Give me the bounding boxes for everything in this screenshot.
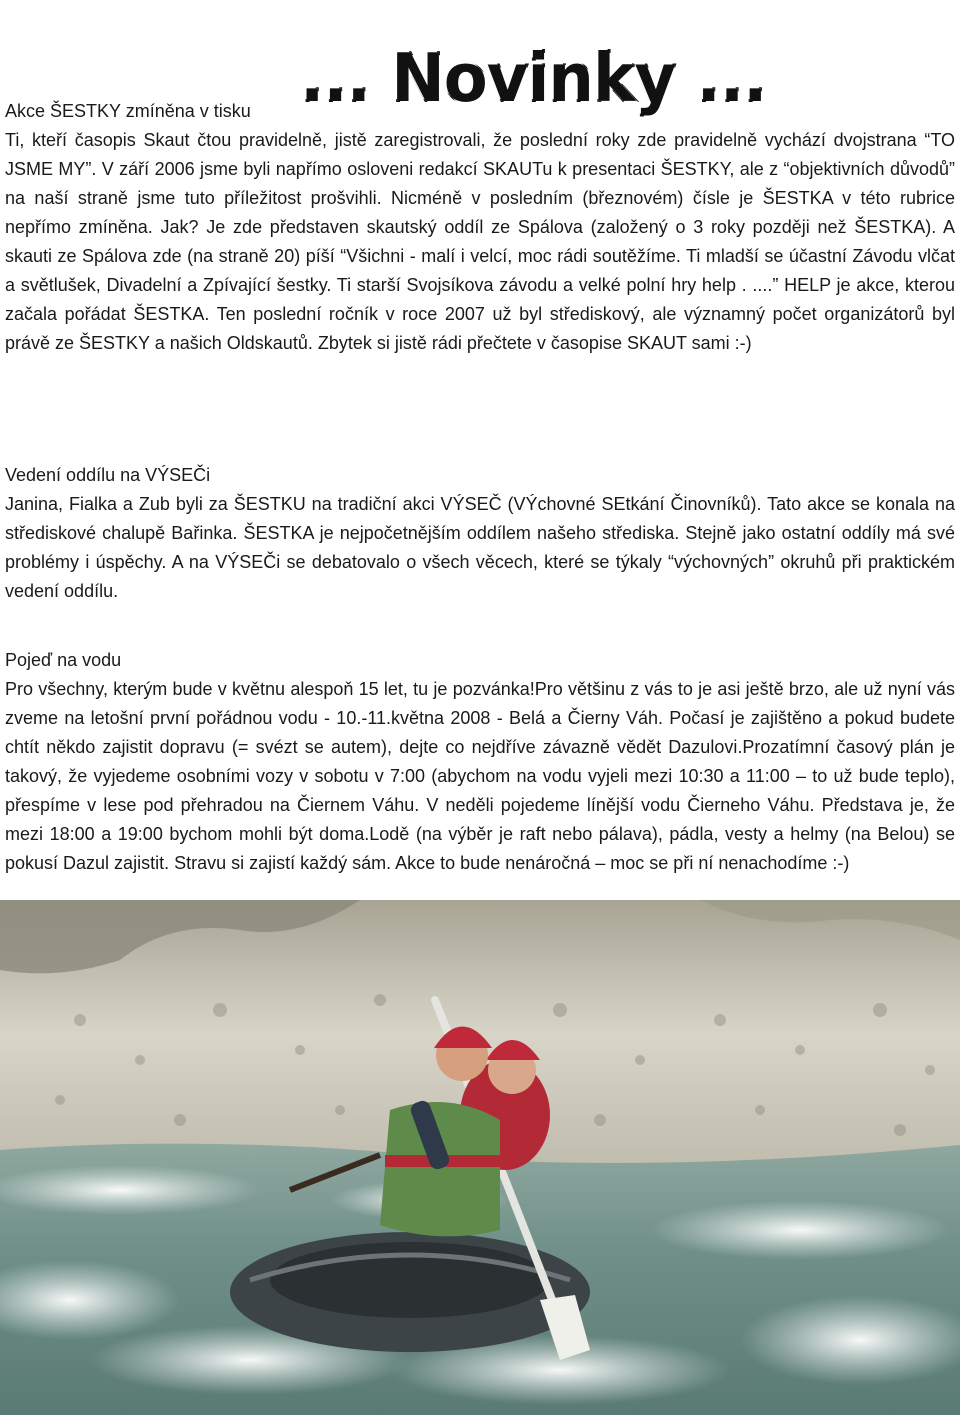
article-heading: Vedení oddílu na VÝSEČi: [5, 465, 211, 485]
rafting-photo-illustration: [0, 900, 960, 1415]
article-body: Ti, kteří časopis Skaut čtou pravidelně, jistě zaregistrovali, že poslední roky zde pravidelně vychází dvojstrana “TO JSME MY”. V září 2006 jsme byli napřímo osloveni redakcí SKAUTu k presentaci ŠESTKY, ale z “objektivních důvodů” na naší straně jsme tuto příležitost prošvihli. Nicméně v posledním (březnovém) čísle je ŠESTKA v této rubrice nepřímo zmíněna. Jak? Je zde představen skautský oddíl ze Spálova (založený o 3 roky později než ŠESTKA). A skauti ze Spálova zde (na straně 20) píší “Všichni - malí i velcí, moc rádi soutěžíme. Ti mladší se účastní Závodu vlčat a světlušek, Divadelní a Zpívající šestky. Ti starší Svojsíkova závodu a velké polní hry help . ....” HELP je akce, kterou začala pořádat ŠESTKA. Ten poslední ročník v roce 2007 už byl střediskový, ale významný počet organizátorů byl právě ze ŠESTKY a našich Oldskautů. Zbytek si jistě rádi přečtete v časopise SKAUT sami :-): [5, 130, 955, 353]
article-body: Janina, Fialka a Zub byli za ŠESTKU na tradiční akci VÝSEČ (VÝchovné SEtkání Činovníků). Tato akce se konala na střediskové chalupě Bařinka. ŠESTKA je nejpočetnějším oddílem našeho střediska. Stejně jako ostatní oddíly má své problémy i úspěchy. A na VÝSEČi se debatovalo o všech věcech, které se týkaly “výchovných” okruhů při praktickém vedení oddílu.: [5, 494, 955, 601]
rider-front-vest: [380, 1102, 500, 1236]
article-heading: Akce ŠESTKY zmíněna v tisku: [5, 101, 251, 121]
rafting-photo: [0, 900, 960, 1415]
article-heading: Pojeď na vodu: [5, 650, 122, 670]
page-title: ... Novinky ...: [300, 40, 767, 118]
article-body: Pro všechny, kterým bude v květnu alespoň 15 let, tu je pozvánka!Pro většinu z vás to je asi ještě brzo, ale už nyní vás zveme na letošní první pořádnou vodu - 10.-11.května 2008 - Belá a Čierny Váh. Počasí je zajištěno a pokud budete chtít někdo zajistit dopravu (= svézt se autem), dejte co nejdříve závazně vědět Dazulovi.Prozatímní časový plán je takový, že vyjedeme osobními vozy v sobotu v 7:00 (abychom na vodu vyjeli mezi 10:30 a 11:00 – to už bude teplo), přespíme v lese pod přehradou na Čiernem Váhu. V neděli pojedeme línější vodu Čierneho Váhu. Představa je, že mezi 18:00 a 19:00 bychom mohli být doma.Lodě (na výběr je raft nebo pálava), pádla, vesty a helmy (na Belou) se pokusí Dazul zajistit. Stravu si zajistí každý sám. Akce to bude nenáročná – moc se při ní nenachodíme :-): [5, 679, 955, 873]
article-water-trip: [5, 646, 955, 878]
article-press-mention: [5, 97, 955, 358]
article-vysec: [5, 461, 955, 606]
